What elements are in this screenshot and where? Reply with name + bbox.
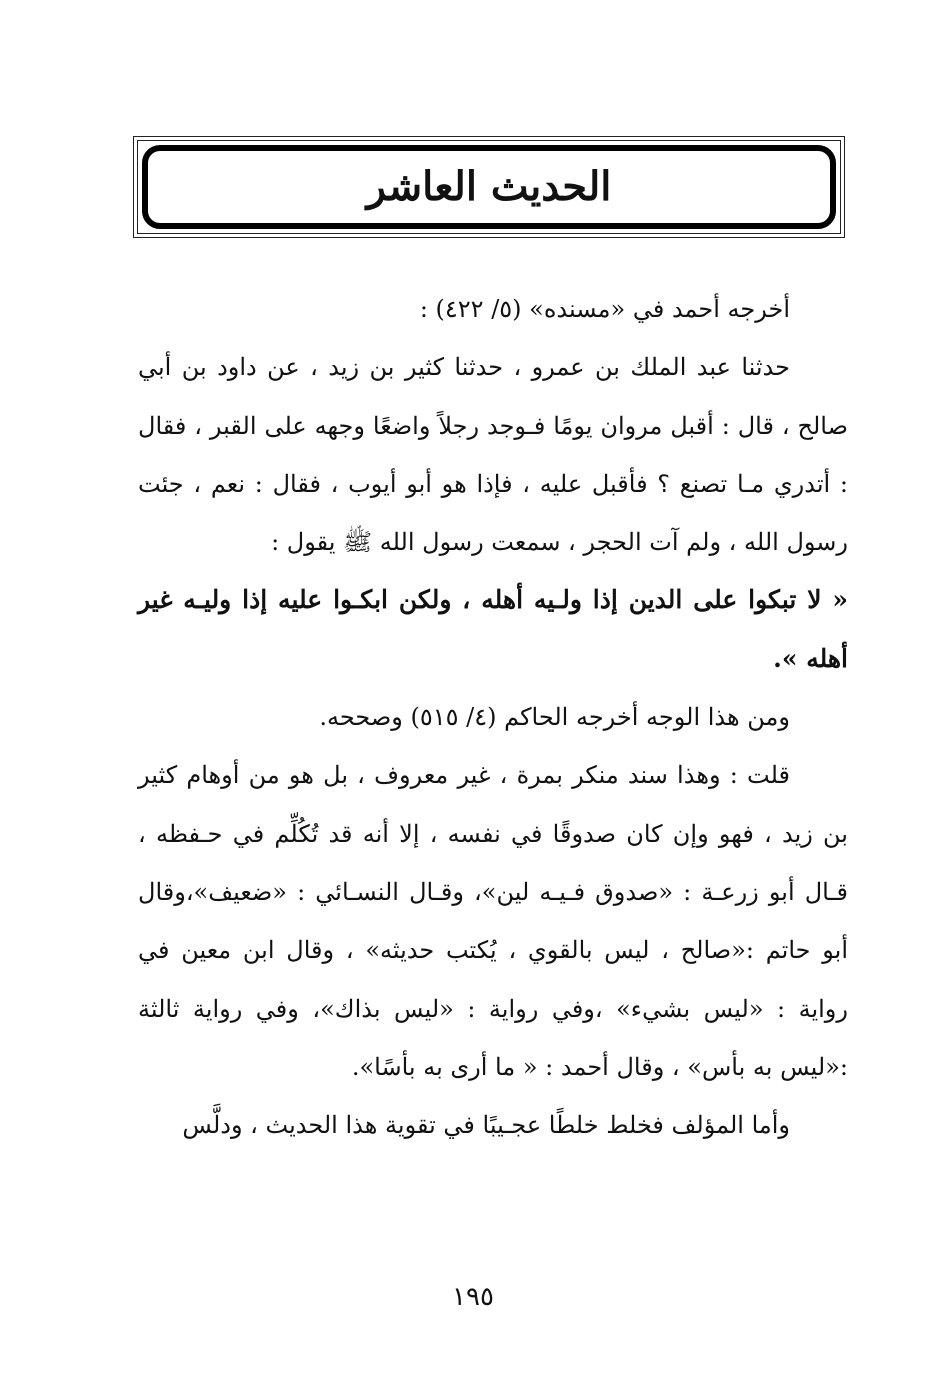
paragraph-hakim: ومن هذا الوجه أخرجه الحاكم (٤/ ٥١٥) وصححه. [319,703,790,732]
paragraph-author-note: وأما المؤلف فخلط خلطًا عجـيبًا في تقوية هذا الحديث ، ودلَّس [182,1111,790,1140]
paragraph-hadith-text: « لا تبكوا على الدين إذا ولـيه أهله ، ولكن ابكـوا عليه إذا وليـه غير أهله ». [138,585,848,673]
page-body [138,280,848,1154]
chapter-title-frame [133,136,845,238]
chapter-title-inner-frame [137,140,841,234]
chapter-title-box [142,145,836,229]
paragraph-isnad: حدثنا عبد الملك بن عمرو ، حدثنا كثير بن زيد ، عن داود بن أبي صالح ، قال : أقبل مروان يومًا فـوجد رجلاً واضعًا وجهه على القبر ، فقال : أتدري مـا تصنع ؟ فأقبل عليه ، فإذا هو أبو أيوب ، فقال : نعم ، جئت رسول الله ، ولم آت الحجر ، سمعت رسول الله ﷺ يقول : [138,353,849,557]
chapter-title: الحديث العاشر [366,163,612,210]
paragraph-source: أخرجه أحمد في «مسنده» (٥/ ٤٢٢) : [419,295,790,323]
paragraph-commentary: قلت : وهذا سند منكر بمرة ، غير معروف ، بل هو من أوهام كثير بن زيد ، فهو وإن كان صدوقًا في نفسه ، إلا أنه قد تُكُلِّم في حـفظه ، قـال أبو زرعـة : «صدوق فـيـه لين»، وقـال النسـائي : «ضعيف»،وقال أبو حاتم :«صالح ، ليس بالقوي ، يُكتب حديثه» ، وقال ابن معين في رواية : «ليس بشيء» ،وفي رواية : «ليس بذاك»، وفي رواية ثالثة :«ليس به بأس» ، وقال أحمد : « ما أرى به بأسًا». [138,761,848,1081]
page-number: ١٩٥ [452,1282,494,1312]
